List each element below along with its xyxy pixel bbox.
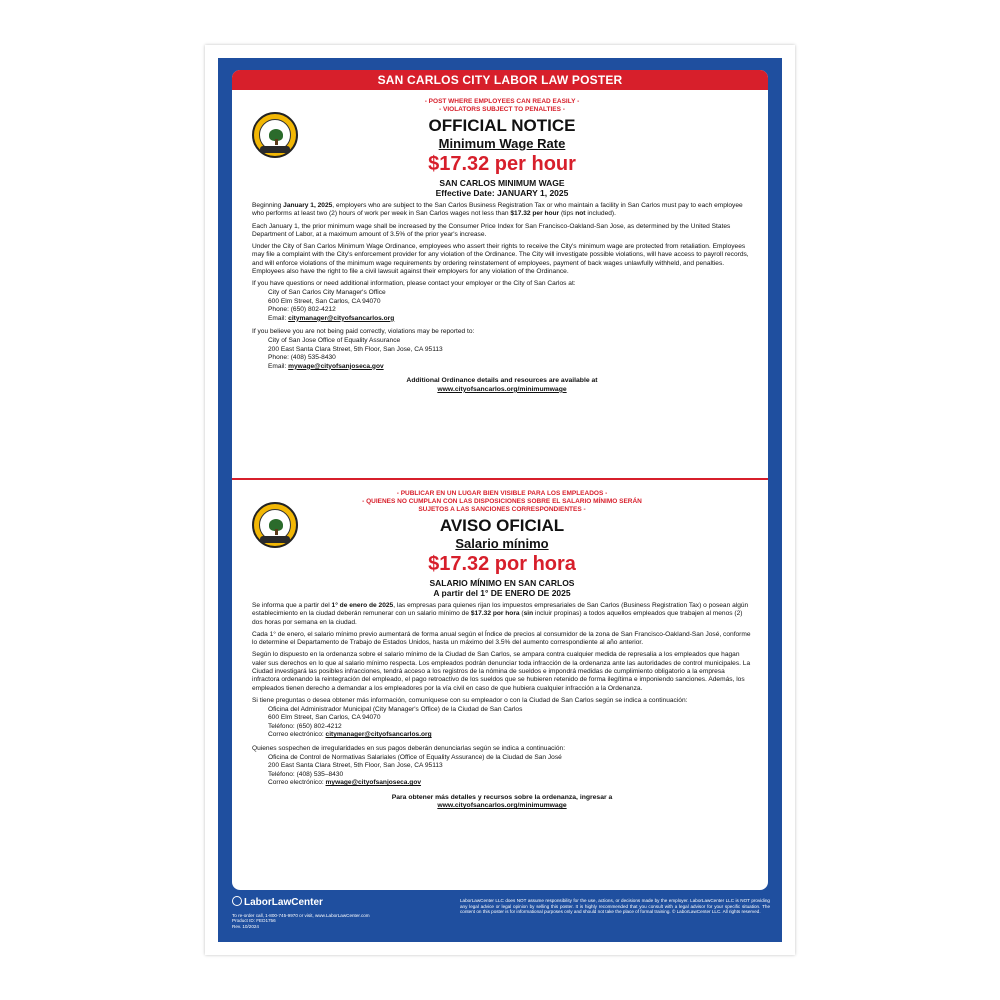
warning-line: - POST WHERE EMPLOYEES CAN READ EASILY - bbox=[424, 98, 580, 105]
publisher-info bbox=[232, 896, 422, 929]
paragraph-intro: Se informa que a partir del 1° de enero de 2025, las empresas para quienes rijan los impuestos empresariales de San Carlos (Business Registration Tax) o posean algún establecimiento en la ciudad deberán remunerar con un salario mínimo de $17.32 por hora (sin incluir propinas) a todos aquellos empleados que trabajen al menos (2) dos horas por semana en la ciudad. bbox=[252, 602, 749, 626]
reorder-info: To re-order call, 1-800-745-9970 or visit, www.LaborLawCenter.com bbox=[232, 913, 370, 918]
disclaimer: LaborLawCenter LLC does NOT assume responsibility for the use, actions, or decisions made by the employer. LaborLawCenter LLC is NOT providing any legal advice or legal opinion by selling this poster. It is highly recommended that you consult with a legal advisor for your specific situation. The content on this poster is for informational purposes only and should not take the place of formal training. © LaborLawCenter LLC. All rights reserved. bbox=[460, 898, 770, 915]
spanish-section bbox=[232, 480, 768, 811]
paragraph-cpi: Each January 1, the prior minimum wage shall be increased by the Consumer Price Index for San Francisco-Oakland-San Jose, as determined by the United States Department of Labor, at a maximum amount of 3.5% of the prior year's increase. bbox=[252, 222, 731, 238]
warning-line: - PUBLICAR EN UN LUGAR BIEN VISIBLE PARA LOS EMPLEADOS - bbox=[396, 490, 608, 497]
effective-date: Effective Date: JANUARY 1, 2025 bbox=[435, 188, 569, 198]
ordinance-note: Additional Ordinance details and resources are available at www.cityofsancarlos.org/minimumwage bbox=[406, 377, 598, 393]
wage-rate: $17.32 per hour bbox=[428, 153, 576, 175]
email-link[interactable]: citymanager@cityofsancarlos.org bbox=[288, 314, 395, 322]
paragraph-retaliation: Según lo dispuesto en la ordenanza sobre el salario mínimo de la Ciudad de San Carlos, se ampara contra cualquier medida de represalia a los empleados que hagan valer sus derechos en lo que al salario mínimo respecta. Los empleados podrán denunciar toda infracción de la ordenanza ante las autoridades de control municipales. La Ciudad investigará las posibles infracciones, tendrá acceso a los registros de la nómina de sueldos e impondrá medidas de cumplimiento obligatorio a la empresa infractora ordenando la reintegración del empleado, el pago retroactivo de los sueldos que se hubieren retenido de forma ilegítima e imponiendo sanciones. Además, los empleados tienen derecho a demandar a los empleadores por la vía civil en caso de que hubiera cualquier infracción a la Ordenanza. bbox=[252, 651, 751, 692]
notice-subtitle: Salario mínimo bbox=[455, 536, 549, 551]
notice-subtitle: Minimum Wage Rate bbox=[438, 136, 566, 151]
email-link[interactable]: mywage@cityofsanjoseca.gov bbox=[325, 779, 422, 787]
warning-line: - QUIENES NO CUMPLAN CON LAS DISPOSICIONES SOBRE EL SALARIO MÍNIMO SERÁN bbox=[362, 498, 642, 505]
city-seal-icon bbox=[252, 502, 298, 548]
ordinance-url-link[interactable]: www.cityofsancarlos.org/minimumwage bbox=[437, 385, 567, 393]
laborlawcenter-logo-icon bbox=[232, 896, 242, 906]
ordinance-url-link[interactable]: www.cityofsancarlos.org/minimumwage bbox=[437, 802, 567, 810]
revision: Rev. 10/2024 bbox=[232, 923, 259, 929]
wage-rate: $17.32 por hora bbox=[428, 553, 576, 575]
paragraph-cpi: Cada 1° de enero, el salario mínimo previo aumentará de forma anual según el Índice de precios al consumidor de la zona de San Francisco-Oakland-San José, conforme lo determine el Departamento de Trabajo de Estados Unidos, hasta un máximo del 3.5% del aumento correspondiente al año anterior. bbox=[252, 630, 751, 647]
email-link[interactable]: mywage@cityofsanjoseca.gov bbox=[288, 362, 384, 370]
email-link[interactable]: citymanager@cityofsancarlos.org bbox=[325, 731, 432, 739]
contact-block-city: Si tiene preguntas o desea obtener más información, comuníquese con su empleador o con la Ciudad de San Carlos según se indica a continuación: Oficina del Administrador Municipal (City Manager's Office) de la Ciudad de San Carlos 600 Elm Street, San Carlos, CA 94070 Teléfono: (650) 802-4212 Correo electrónico: citymanager@cityofsancarlos.org bbox=[252, 696, 688, 739]
contact-block-sanjose: Quienes sospechen de irregularidades en sus pagos deberán denunciarlas según se indica a continuación: Oficina de Control de Normativas Salariales (Office of Equality Assurance) de la Ciudad de San José 200 East Santa Clara Street, 5th Floor, San Jose, CA 95113 Teléfono: (408) 535–8430 Correo electrónico: mywage@cityofsanjoseca.gov bbox=[252, 744, 566, 787]
effective-date: A partir del 1° DE ENERO DE 2025 bbox=[433, 588, 571, 598]
city-seal-icon bbox=[252, 112, 298, 158]
product-id: Product ID: FED1756 bbox=[232, 918, 276, 924]
contact-block-city: If you have questions or need additional information, please contact your employer or the City of San Carlos at: City of San Carlos City Manager's Office 600 Elm Street, San Carlos, CA 94070 Phone: (650) 802-4212 Email: citymanager@cityofsancarlos.org bbox=[252, 280, 576, 322]
notice-title: AVISO OFICIAL bbox=[439, 516, 565, 535]
section-subheading: SAN CARLOS MINIMUM WAGE bbox=[439, 178, 565, 188]
paragraph-retaliation: Under the City of San Carlos Minimum Wage Ordinance, employees who assert their rights to receive the City's minimum wage are protected from retaliation. Employees may file a complaint with the City's enforcement provider for any violation of the Ordinance. The City will investigate possible violations, will have access to payroll records, and will enforce violations of the minimum wage requirements by ordering reinstatement of employees, payment of back wages unlawfully withheld, and penalties. Employees also have the right to file a civil lawsuit against their employers for any violation of the Ordinance. bbox=[252, 243, 749, 276]
poster-content bbox=[232, 70, 768, 890]
section-subheading: SALARIO MÍNIMO EN SAN CARLOS bbox=[429, 578, 575, 588]
warning-line: - VIOLATORS SUBJECT TO PENALTIES - bbox=[439, 106, 565, 113]
warning-line: SUJETOS A LAS SANCIONES CORRESPONDIENTES - bbox=[418, 506, 586, 513]
ordinance-note: Para obtener más detalles y recursos sobre la ordenanza, ingresar a www.cityofsancarlos.org/minimumwage bbox=[391, 793, 613, 810]
poster-banner: SAN CARLOS CITY LABOR LAW POSTER bbox=[232, 70, 768, 90]
paragraph-intro: Beginning January 1, 2025, employers who are subject to the San Carlos Business Registration Tax or who maintain a facility in San Carlos must pay to each employee who performs at least two (2) hours of work per week in San Carlos wages not less than $17.32 per hour (tips not included). bbox=[252, 202, 743, 218]
laborlawcenter-logo: LaborLawCenter bbox=[232, 896, 422, 909]
notice-title: OFFICIAL NOTICE bbox=[428, 116, 576, 135]
contact-block-sanjose: If you believe you are not being paid correctly, violations may be reported to: City of San Jose Office of Equality Assurance 200 East Santa Clara Street, 5th Floor, San Jose, CA 95113 Phone: (408) 535-8430 Email: mywage@cityofsanjoseca.gov bbox=[252, 328, 475, 370]
english-section bbox=[232, 90, 768, 478]
